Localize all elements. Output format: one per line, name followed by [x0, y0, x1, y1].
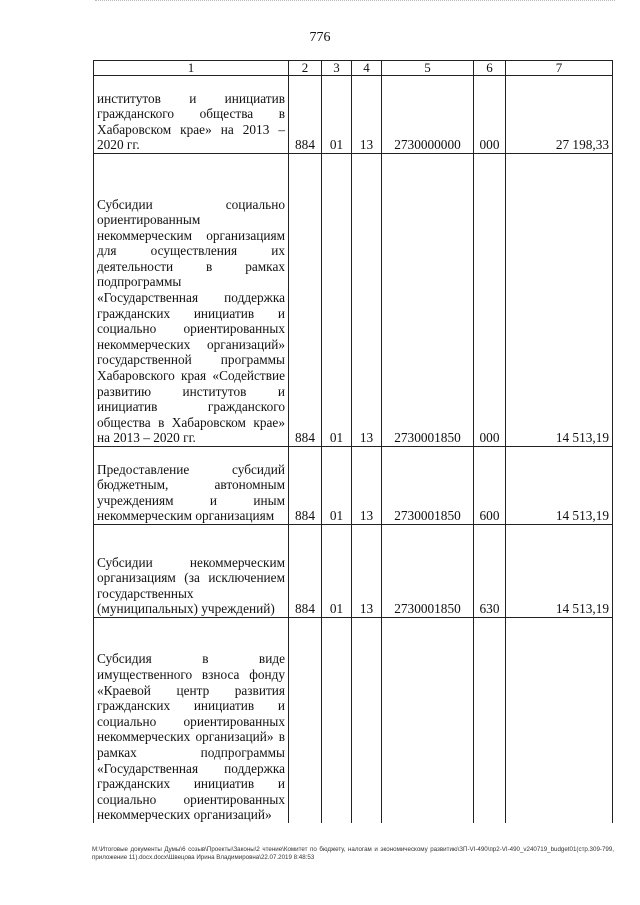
row-target-code: 2730001850: [382, 154, 474, 447]
page-number: 776: [309, 30, 331, 45]
row-name: Субсидии некоммерческим организациям (за исключением государственных (муниципальных) учреждений): [94, 525, 289, 618]
row-section-code: 01: [322, 447, 352, 525]
row-amount: 14 513,19: [506, 447, 613, 525]
row-name: институтов и инициатив гражданского общества в Хабаровском крае» на 2013 – 2020 гг.: [94, 76, 289, 154]
row-amount: 14 513,19: [506, 525, 613, 618]
row-target-code: 2730001850: [382, 525, 474, 618]
top-edge-mark: [95, 0, 615, 4]
table-header-row: [94, 61, 613, 76]
row-ministry-code: 884: [289, 447, 322, 525]
row-subsection-code: 13: [352, 447, 382, 525]
table-row: [94, 76, 613, 154]
row-amount: 27 198,33: [506, 76, 613, 154]
row-name: Субсидия в виде имущественного взноса фонду «Краевой центр развития гражданских инициатив и социально ориентированных некоммерческих организаций» в рамках подпрограммы «Государственная поддержка гражданских инициатив и социально ориентированных некоммерческих организаций»: [94, 618, 289, 824]
header-col-3: 3: [322, 61, 352, 76]
row-target-code: 2730000000: [382, 76, 474, 154]
table-row: [94, 525, 613, 618]
row-ministry-code: 884: [289, 154, 322, 447]
row-section-code: 01: [322, 525, 352, 618]
row-name: Предоставление субсидий бюджетным, автономным учреждениям и иным некоммерческим организациям: [94, 447, 289, 525]
row-amount: [506, 618, 613, 824]
header-col-7: 7: [506, 61, 613, 76]
row-expense-type: 000: [474, 154, 506, 447]
budget-table: [93, 60, 613, 823]
row-section-code: 01: [322, 154, 352, 447]
row-name: Субсидии социально ориентированным некоммерческим организациям для осуществления их деятельности в рамках подпрограммы «Государственная поддержка гражданских инициатив и социально ориентированных некоммерческих организаций» государственной программы Хабаровского края «Содействие развитию институтов и инициатив гражданского общества в Хабаровском крае» на 2013 – 2020 гг.: [94, 154, 289, 447]
table-row: [94, 154, 613, 447]
row-expense-type: [474, 618, 506, 824]
row-ministry-code: 884: [289, 76, 322, 154]
header-col-5: 5: [382, 61, 474, 76]
row-target-code: 2730001850: [382, 447, 474, 525]
row-expense-type: 000: [474, 76, 506, 154]
row-section-code: 01: [322, 76, 352, 154]
header-col-6: 6: [474, 61, 506, 76]
row-amount: 14 513,19: [506, 154, 613, 447]
row-subsection-code: [352, 618, 382, 824]
row-expense-type: 630: [474, 525, 506, 618]
row-subsection-code: 13: [352, 76, 382, 154]
row-ministry-code: 884: [289, 525, 322, 618]
row-expense-type: 600: [474, 447, 506, 525]
row-section-code: [322, 618, 352, 824]
header-col-1: 1: [94, 61, 289, 76]
row-ministry-code: [289, 618, 322, 824]
header-col-4: 4: [352, 61, 382, 76]
row-subsection-code: 13: [352, 525, 382, 618]
row-target-code: [382, 618, 474, 824]
table-row: [94, 447, 613, 525]
document-path-footer: M:\Итоговые документы Думы\6 созыв\Проекты\Законы\2 чтение\Комитет по бюджету, налогам и экономическому развитию\ЗП-VI-490\пр2-VI-490_v240719_budget01(стр.309-799, приложение 11).docx.docx\Швецова Ирина Владимировна\22.07.2019 8:48:53: [92, 846, 614, 861]
header-col-2: 2: [289, 61, 322, 76]
table-row: [94, 618, 613, 824]
row-subsection-code: 13: [352, 154, 382, 447]
